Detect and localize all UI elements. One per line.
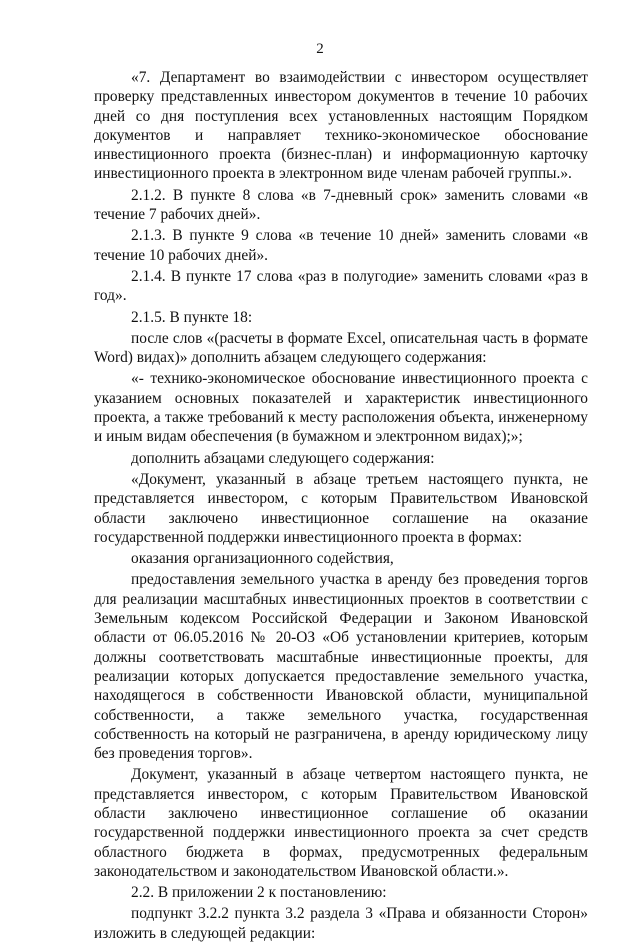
paragraph-document-third: «Документ, указанный в абзаце третьем настоящего пункта, не представляется инвестором, с которым Правительством Ивановской области заключено инвестиционное соглашение на оказание государственной поддержки инвестиционного проекта в формах:	[94, 470, 588, 546]
document-body	[94, 68, 588, 943]
page-number: 2	[316, 41, 324, 57]
paragraph-subclause-3-2-2: подпункт 3.2.2 пункта 3.2 раздела 3 «Права и обязанности Сторон» изложить в следующей редакции:	[94, 905, 588, 942]
paragraph-organizational-support: оказания организационного содействия,	[131, 550, 394, 568]
paragraph-item-7: «7. Департамент во взаимодействии с инвестором осуществляет проверку представленных инвестором документов в течение 10 рабочих дней со дня поступления всех установленных настоящим Порядком документов и направляет технико-экономическое обоснование инвестиционного проекта (бизнес-план) и информационную карточку инвестиционного проекта в электронном виде членам рабочей группы.».	[94, 69, 588, 183]
paragraph-after-words: после слов «(расчеты в формате Excel, описательная часть в формате Word) видах)» дополнить абзацем следующего содержания:	[94, 329, 588, 367]
paragraph-2-1-2: 2.1.2. В пункте 8 слова «в 7-дневный срок» заменить словами «в течение 7 рабочих дней».	[94, 186, 588, 224]
paragraph-feasibility-study: «- технико-экономическое обоснование инвестиционного проекта с указанием основных показателей и характеристик инвестиционного проекта, а также требований к месту расположения объекта, инженерному и иным видам обеспечения (в бумажном и электронном видах);»;	[94, 370, 588, 446]
paragraph-document-fourth: Документ, указанный в абзаце четвертом настоящего пункта, не представляется инвестором, с которым Правительством Ивановской области заключено инвестиционное соглашение об оказании государственной поддержки инвестиционного проекта за счет средств областного бюджета в формах, предусмотренных федеральным законодательством и законодательством Ивановской области.».	[94, 766, 588, 880]
paragraph-2-1-3: 2.1.3. В пункте 9 слова «в течение 10 дней» заменить словами «в течение 10 рабочих дней».	[94, 227, 588, 264]
paragraph-2-1-5: 2.1.5. В пункте 18:	[131, 308, 253, 326]
paragraph-land-lease: предоставления земельного участка в аренду без проведения торгов для реализации масштабных инвестиционных проектов в соответствии с Земельным кодексом Российской Федерации и Законом Ивановской области от 06.05.2016 № 20-ОЗ «Об установлении критериев, которым должны соответствовать масштабные инвестиционные проекты, для реализации которых допускается предоставление земельного участка, находящегося в собственности Ивановской области, муниципальной собственности, а также земельного участка, государственная собственность на который не разграничена, в аренду юридическому лицу без проведения торгов».	[94, 571, 588, 763]
paragraph-2-2: 2.2. В приложении 2 к постановлению:	[131, 884, 387, 902]
paragraph-2-1-4: 2.1.4. В пункте 17 слова «раз в полугодие» заменить словами «раз в год».	[94, 267, 588, 305]
paragraph-add-paragraphs: дополнить абзацами следующего содержания:	[131, 449, 435, 467]
